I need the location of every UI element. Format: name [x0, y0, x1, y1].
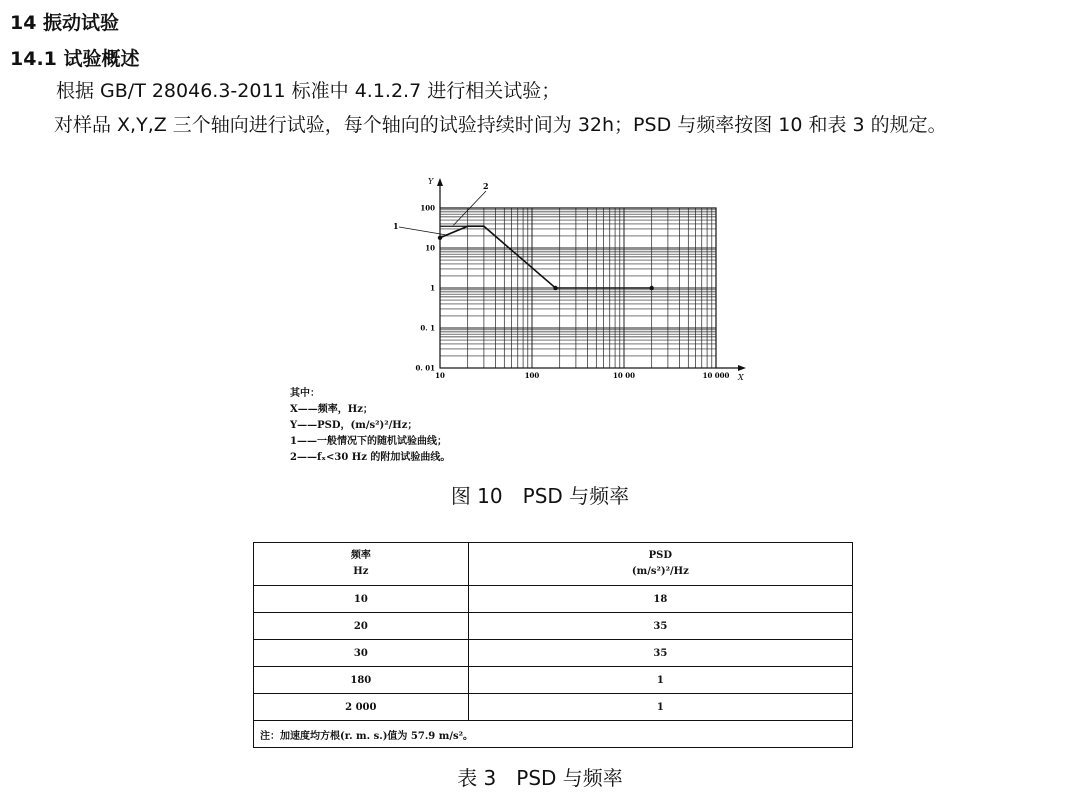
table-cell: 30 [254, 640, 469, 667]
section-heading: 14 振动试验 [10, 12, 120, 34]
legend-item: 2——fₓ<30 Hz 的附加试验曲线。 [290, 452, 451, 463]
table-row [254, 667, 853, 694]
table-row [254, 694, 853, 721]
y-tick-label: 0. 01 [415, 363, 435, 373]
paragraph-standard: 根据 GB/T 28046.3-2011 标准中 4.1.2.7 进行相关试验； [56, 80, 561, 102]
table-cell: 35 [468, 613, 852, 640]
legend-item: X——频率，Hz； [290, 404, 373, 415]
table-cell: 35 [468, 640, 852, 667]
x-tick-label: 10 [435, 371, 445, 380]
data-point [438, 236, 442, 240]
subsection-heading: 14.1 试验概述 [10, 48, 140, 70]
x-axis-label: X [738, 373, 744, 382]
y-tick-label: 1 [430, 283, 435, 293]
table-cell: 18 [468, 586, 852, 613]
legend-item: 1——一般情况下的随机试验曲线； [290, 436, 447, 447]
table-row [254, 613, 853, 640]
table-row [254, 586, 853, 613]
legend-item: Y——PSD，(m/s²)²/Hz； [290, 420, 418, 431]
y-tick-label: 0. 1 [420, 323, 435, 333]
legend-title: 其中： [290, 388, 320, 399]
table-header-frequency [254, 543, 469, 586]
table-header-psd [468, 543, 852, 586]
data-point [649, 286, 653, 290]
table-row [254, 640, 853, 667]
y-axis-arrow [437, 178, 443, 186]
data-point [553, 286, 557, 290]
callout-label: 1 [393, 221, 399, 231]
table-cell: 180 [254, 667, 469, 694]
table-cell: 1 [468, 694, 852, 721]
figure-caption: 图 10 PSD 与频率 [450, 484, 630, 508]
x-axis-arrow [738, 365, 746, 371]
header-text: 频率 [350, 550, 371, 561]
x-tick-label: 10 00 [613, 371, 635, 380]
psd-table [253, 542, 853, 748]
table-cell: 20 [254, 613, 469, 640]
table-cell: 2 000 [254, 694, 469, 721]
header-unit: Hz [353, 566, 369, 577]
x-tick-label: 100 [524, 371, 540, 380]
table-note: 注：加速度均方根(r. m. s.)值为 57.9 m/s²。 [254, 721, 853, 748]
y-axis-label: Y [428, 177, 434, 186]
table-caption: 表 3 PSD 与频率 [457, 766, 623, 790]
paragraph-test-description: 对样品 X,Y,Z 三个轴向进行试验，每个轴向的试验持续时间为 32h；PSD 与频率按图 10 和表 3 的规定。 [54, 114, 947, 136]
table-cell: 10 [254, 586, 469, 613]
table-cell: 1 [468, 667, 852, 694]
header-text: PSD [648, 550, 673, 561]
psd-chart [380, 170, 760, 392]
y-tick-label: 100 [420, 203, 435, 213]
y-tick-label: 10 [425, 243, 435, 253]
callout-label: 2 [483, 181, 489, 191]
x-tick-label: 10 000 [702, 371, 730, 380]
header-unit: (m/s²)²/Hz [631, 566, 689, 577]
